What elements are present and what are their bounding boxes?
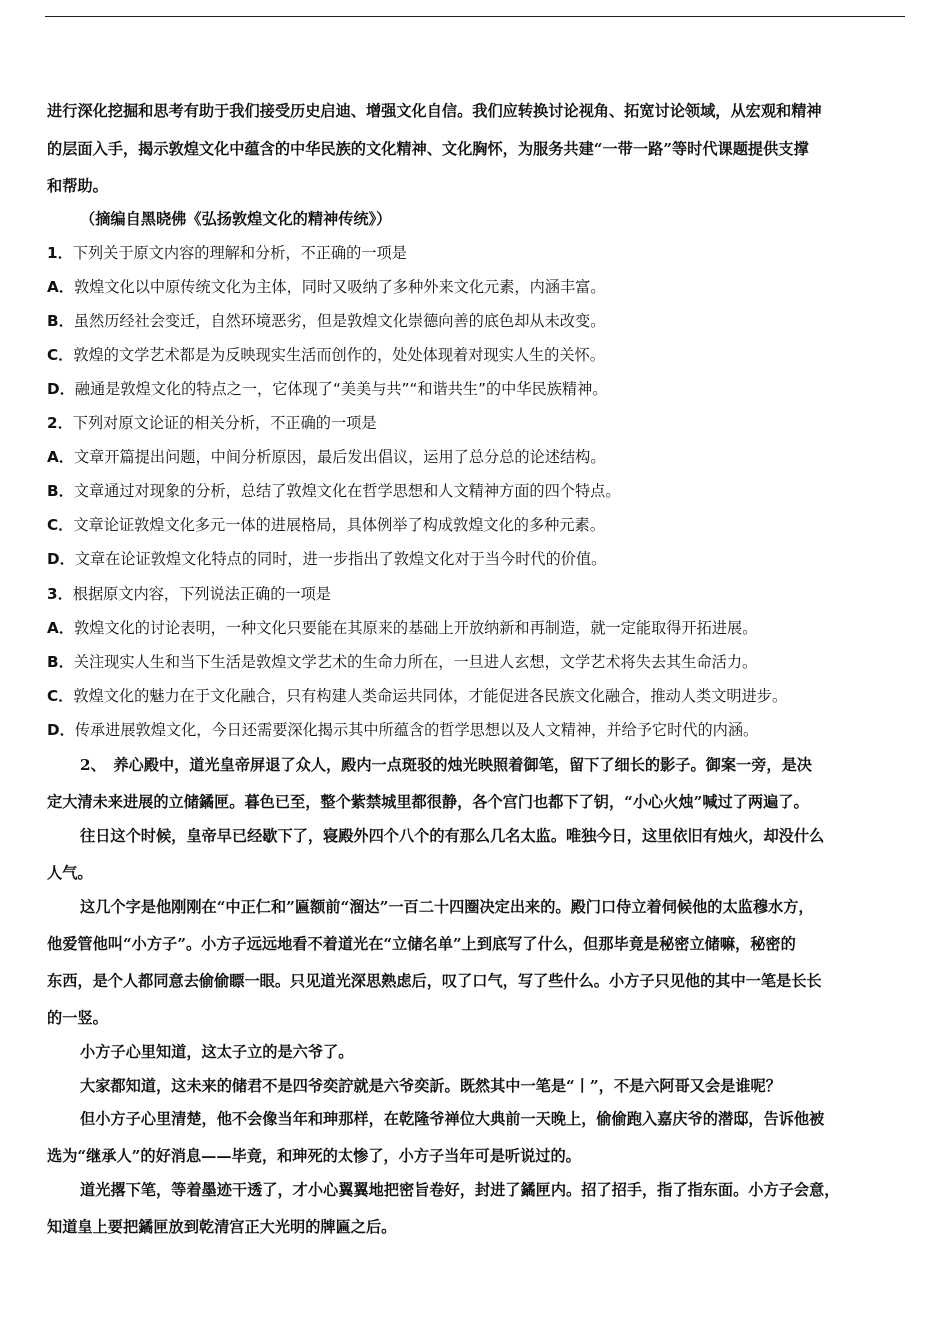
passage2-line-4: 人气。: [47, 864, 93, 882]
question-3-stem: [47, 584, 331, 604]
option-text: 文章在论证敦煌文化特点的同时，进一步指出了敦煌文化对于当今时代的价值。: [74, 550, 607, 568]
passage2-line-1: 2、 养心殿中，道光皇帝屏退了众人，殿内一点斑驳的烛光映照着御笔，留下了细长的影子。御案一旁，是决: [80, 756, 812, 774]
option-text: 文章开篇提出问题，中间分析原因，最后发出倡议，运用了总分总的论述结构。: [73, 448, 606, 466]
option-label: C．: [47, 516, 74, 534]
passage2-line-7: 东西，是个人都同意去偷偷瞟一眼。只见道光深思熟虑后，叹了口气，写了些什么。小方子只见他的其中一笔是长长: [47, 972, 822, 990]
header-rule: [45, 16, 905, 17]
question-2-option-c: [47, 515, 605, 535]
option-label: B．: [47, 482, 74, 500]
question-1-option-b: [47, 311, 605, 331]
option-label: D．: [47, 550, 75, 568]
passage2-line-8: 的一竖。: [47, 1009, 108, 1027]
question-3-option-b: [47, 652, 757, 672]
question-2-option-a: [47, 447, 606, 467]
option-text: 敦煌文化的魅力在于文化融合，只有构建人类命运共同体，才能促进各民族文化融合，推动人类文明进步。: [73, 687, 788, 705]
question-3-option-c: [47, 686, 787, 706]
passage2-line-14: 知道皇上要把鐍匣放到乾清宫正大光明的牌匾之后。: [47, 1218, 397, 1236]
passage2-line-3: 往日这个时候，皇帝早已经歇下了，寝殿外四个八个的有那么几名太监。唯独今日，这里依旧有烛火，却没什么: [80, 827, 825, 845]
passage2-line-9: 小方子心里知道，这太子立的是六爷了。: [80, 1043, 354, 1061]
option-text: 敦煌的文学艺术都是为反映现实生活而创作的，处处体现着对现实人生的关怀。: [73, 346, 605, 364]
option-text: 敦煌文化以中原传统文化为主体，同时又吸纳了多种外来文化元素，内涵丰富。: [73, 278, 606, 296]
option-text: 融通是敦煌文化的特点之一，它体现了“美美与共”“和谐共生”的中华民族精神。: [74, 380, 608, 398]
question-3-option-a: [47, 618, 757, 638]
option-label: A．: [47, 448, 74, 466]
question-2-option-d: [47, 549, 606, 569]
question-1-stem: [47, 243, 407, 263]
passage2-line-13: 道光撂下笔，等着墨迹干透了，才小心翼翼地把密旨卷好，封进了鐍匣内。招了招手，指了指东面。小方子会意，: [80, 1181, 840, 1199]
option-label: A．: [47, 619, 74, 637]
passage1-line-3: 和帮助。: [47, 177, 108, 195]
option-label: B．: [47, 653, 74, 671]
option-text: 虽然历经社会变迁，自然环境恶劣，但是敦煌文化崇德向善的底色却从未改变。: [73, 312, 606, 330]
option-text: 关注现实人生和当下生活是敦煌文学艺术的生命力所在，一旦进人玄想，文学艺术将失去其生命活力。: [73, 653, 758, 671]
question-1-option-a: [47, 277, 606, 297]
option-label: C．: [47, 346, 74, 364]
question-1-option-d: [47, 379, 607, 399]
passage2-line-2: 定大清未来进展的立储鐍匣。暮色已至，整个紫禁城里都很静，各个宫门也都下了钥，“小心火烛”喊过了两遍了。: [47, 793, 809, 811]
option-label: A．: [47, 278, 74, 296]
question-3-option-d: [47, 720, 758, 740]
option-label: D．: [47, 721, 75, 739]
option-text: 文章通过对现象的分析，总结了敦煌文化在哲学思想和人文精神方面的四个特点。: [73, 482, 621, 500]
option-label: B．: [47, 312, 74, 330]
option-text: 文章论证敦煌文化多元一体的进展格局，具体例举了构成敦煌文化的多种元素。: [73, 516, 605, 534]
passage2-line-11: 但小方子心里清楚，他不会像当年和珅那样，在乾隆爷禅位大典前一天晚上，偷偷跑入嘉庆爷的潜邸，告诉他被: [80, 1110, 825, 1128]
passage1-line-2: 的层面入手，揭示敦煌文化中蕴含的中华民族的文化精神、文化胸怀，为服务共建“一带一路”等时代课题提供支撑: [47, 140, 809, 158]
question-number: 1．: [47, 244, 73, 262]
passage1-line-1: 进行深化挖掘和思考有助于我们接受历史启迪、增强文化自信。我们应转换讨论视角、拓宽讨论领域，从宏观和精神: [47, 102, 822, 120]
option-text: 传承进展敦煌文化，今日还需要深化揭示其中所蕴含的哲学思想以及人文精神，并给予它时代的内涵。: [74, 721, 759, 739]
passage1-source: （摘编自黑晓佛《弘扬敦煌文化的精神传统》）: [80, 210, 392, 228]
question-number: 2．: [47, 414, 73, 432]
option-text: 敦煌文化的讨论表明，一种文化只要能在其原来的基础上开放纳新和再制造，就一定能取得开拓进展。: [73, 619, 758, 637]
option-label: C．: [47, 687, 74, 705]
question-2-option-b: [47, 481, 621, 501]
question-1-option-c: [47, 345, 605, 365]
question-text: 下列对原文论证的相关分析，不正确的一项是: [72, 414, 377, 432]
question-number: 3．: [47, 585, 73, 603]
question-text: 根据原文内容，下列说法正确的一项是: [72, 585, 331, 603]
option-label: D．: [47, 380, 75, 398]
question-text: 下列关于原文内容的理解和分析，不正确的一项是: [72, 244, 407, 262]
passage2-line-5: 这几个字是他刚刚在“中正仁和”匾额前“溜达”一百二十四圈决定出来的。殿门口侍立着伺候他的太监穆水方，: [80, 898, 814, 916]
passage2-line-10: 大家都知道，这未来的储君不是四爷奕詝就是六爷奕訢。既然其中一笔是“丨”，不是六阿哥又会是谁呢？: [80, 1077, 781, 1095]
passage2-line-6: 他爱管他叫“小方子”。小方子远远地看不着道光在“立储名单”上到底写了什么，但那毕竟是秘密立储嘛，秘密的: [47, 935, 796, 953]
passage2-line-12: 选为“继承人”的好消息——毕竟，和珅死的太惨了，小方子当年可是听说过的。: [47, 1147, 581, 1165]
question-2-stem: [47, 413, 377, 433]
